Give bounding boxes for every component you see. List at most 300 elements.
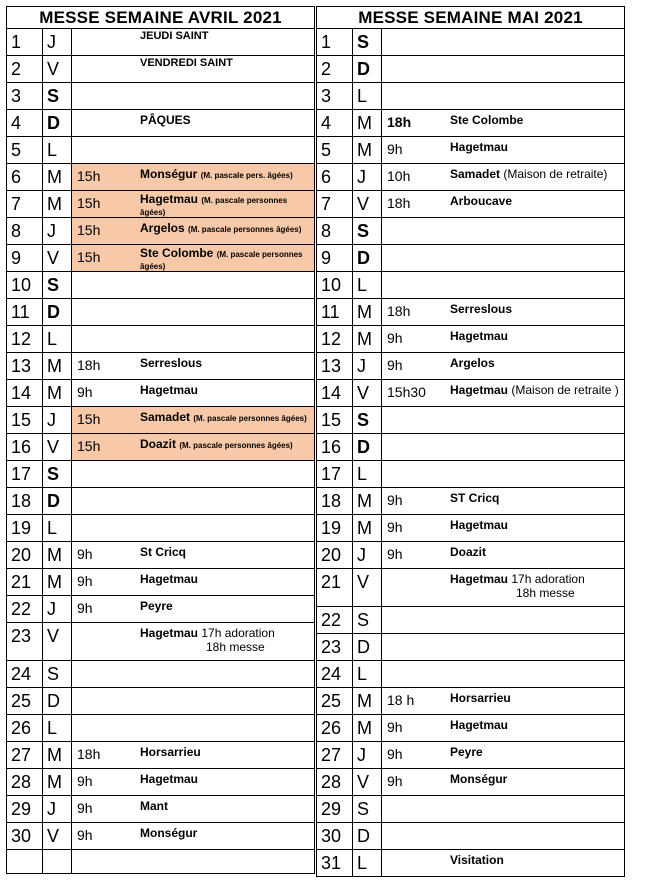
mass-detail bbox=[72, 515, 315, 542]
weekday-letter: M bbox=[353, 715, 382, 742]
schedule-row bbox=[7, 326, 315, 353]
mass-time: 9h bbox=[387, 357, 403, 373]
mass-detail bbox=[382, 191, 625, 218]
weekday-letter: S bbox=[43, 272, 72, 299]
mass-location bbox=[140, 383, 198, 397]
weekday-letter: L bbox=[353, 461, 382, 488]
mass-detail bbox=[382, 380, 625, 407]
mass-detail bbox=[72, 245, 315, 272]
schedule-row bbox=[317, 569, 625, 607]
mass-detail bbox=[382, 607, 625, 634]
schedule-row bbox=[7, 29, 315, 56]
weekday-letter: J bbox=[353, 742, 382, 769]
schedule-row bbox=[317, 191, 625, 218]
weekday-letter: L bbox=[353, 272, 382, 299]
schedule-row bbox=[7, 191, 315, 218]
weekday-letter: S bbox=[43, 461, 72, 488]
weekday-letter: V bbox=[353, 380, 382, 407]
day-number: 8 bbox=[7, 218, 43, 245]
mass-location bbox=[450, 140, 508, 154]
mass-detail bbox=[382, 110, 625, 137]
location-name: Peyre bbox=[450, 745, 483, 759]
day-number: 13 bbox=[7, 353, 43, 380]
location-name: Ste Colombe bbox=[140, 246, 214, 260]
mass-detail bbox=[72, 218, 315, 245]
mass-location bbox=[450, 745, 483, 759]
schedule-row bbox=[317, 434, 625, 461]
location-name: Serreslous bbox=[140, 356, 203, 370]
mass-subnote: (Maison de retraite ) bbox=[511, 383, 619, 397]
day-number: 27 bbox=[7, 742, 43, 769]
mass-detail bbox=[72, 326, 315, 353]
weekday-letter: M bbox=[353, 515, 382, 542]
day-number: 1 bbox=[317, 29, 353, 56]
location-name: Doazit bbox=[450, 545, 486, 559]
day-number: 23 bbox=[317, 634, 353, 661]
mass-location bbox=[450, 691, 511, 705]
mass-detail bbox=[72, 623, 315, 661]
day-number: 26 bbox=[317, 715, 353, 742]
mass-time: 9h bbox=[387, 519, 403, 535]
day-number: 18 bbox=[7, 488, 43, 515]
mass-detail bbox=[72, 461, 315, 488]
day-number: 29 bbox=[317, 796, 353, 823]
mass-location bbox=[450, 194, 512, 208]
weekday-letter: M bbox=[353, 299, 382, 326]
location-name: Argelos bbox=[140, 221, 185, 235]
location-name: Hagetmau bbox=[140, 572, 199, 586]
weekday-letter: D bbox=[353, 634, 382, 661]
mass-time: 15h bbox=[77, 168, 101, 184]
mass-time: 9h bbox=[387, 330, 403, 346]
day-number: 5 bbox=[317, 137, 353, 164]
schedule-row bbox=[7, 380, 315, 407]
day-number: 27 bbox=[317, 742, 353, 769]
mass-location bbox=[140, 113, 191, 127]
weekday-letter: J bbox=[43, 218, 72, 245]
weekday-letter: V bbox=[353, 769, 382, 796]
weekday-letter: S bbox=[353, 796, 382, 823]
schedule-row bbox=[7, 515, 315, 542]
mass-detail bbox=[382, 164, 625, 191]
mass-detail bbox=[72, 769, 315, 796]
day-number: 24 bbox=[7, 661, 43, 688]
day-number: 17 bbox=[7, 461, 43, 488]
schedule-row bbox=[7, 56, 315, 83]
mass-time: 15h30 bbox=[387, 384, 426, 400]
mass-time: 15h bbox=[77, 411, 101, 427]
mass-location bbox=[140, 745, 201, 759]
mass-detail bbox=[72, 661, 315, 688]
location-name: JEUDI SAINT bbox=[140, 30, 209, 42]
location-name: Serreslous bbox=[450, 302, 513, 316]
schedule-row bbox=[7, 353, 315, 380]
schedule-row bbox=[7, 137, 315, 164]
day-number: 7 bbox=[317, 191, 353, 218]
schedule-row bbox=[7, 272, 315, 299]
mass-time: 9h bbox=[77, 384, 93, 400]
weekday-letter: V bbox=[43, 245, 72, 272]
mass-detail bbox=[382, 83, 625, 110]
schedule-row bbox=[7, 299, 315, 326]
messe-time: 18h messe bbox=[516, 586, 575, 600]
day-number: 21 bbox=[7, 569, 43, 596]
weekday-letter: M bbox=[353, 688, 382, 715]
mass-detail bbox=[382, 715, 625, 742]
day-number: 13 bbox=[317, 353, 353, 380]
location-name: Doazit bbox=[140, 437, 176, 451]
mass-detail bbox=[382, 850, 625, 877]
mass-note: (M. pascale pers. âgées) bbox=[200, 171, 293, 180]
schedule-row bbox=[317, 326, 625, 353]
mass-location bbox=[140, 167, 293, 181]
mass-time: 18h bbox=[77, 746, 101, 762]
weekday-letter: J bbox=[353, 164, 382, 191]
mass-time: 15h bbox=[77, 195, 101, 211]
mass-detail bbox=[382, 434, 625, 461]
weekday-letter bbox=[43, 850, 72, 874]
weekday-letter: M bbox=[43, 164, 72, 191]
day-number: 14 bbox=[7, 380, 43, 407]
day-number: 16 bbox=[317, 434, 353, 461]
location-name: Monségur bbox=[450, 772, 508, 786]
weekday-letter: L bbox=[43, 326, 72, 353]
mass-note: (M. pascale personnes âgées) bbox=[188, 225, 302, 234]
schedule-row bbox=[7, 434, 315, 461]
weekday-letter: S bbox=[353, 29, 382, 56]
mass-time: 18h bbox=[387, 114, 412, 130]
mass-detail bbox=[72, 83, 315, 110]
mass-detail bbox=[72, 488, 315, 515]
mass-location bbox=[140, 248, 310, 272]
mass-note: (M. pascale personnes âgées) bbox=[140, 250, 303, 271]
mass-subnote: (Maison de retraite) bbox=[503, 167, 608, 181]
day-number: 30 bbox=[7, 823, 43, 850]
schedule-row bbox=[317, 488, 625, 515]
mass-location bbox=[140, 799, 168, 813]
weekday-letter: S bbox=[43, 83, 72, 110]
day-number: 29 bbox=[7, 796, 43, 823]
weekday-letter: S bbox=[353, 218, 382, 245]
schedule-row bbox=[7, 623, 315, 661]
schedule-row bbox=[7, 742, 315, 769]
mass-time: 18h bbox=[387, 303, 411, 319]
location-name: VENDREDI SAINT bbox=[140, 57, 233, 69]
mass-location bbox=[140, 826, 197, 840]
schedule-row bbox=[317, 299, 625, 326]
schedule-row bbox=[7, 661, 315, 688]
mass-detail bbox=[72, 742, 315, 769]
mass-detail bbox=[72, 56, 315, 83]
mass-time: 18 h bbox=[387, 692, 415, 708]
weekday-letter: M bbox=[353, 137, 382, 164]
day-number: 14 bbox=[317, 380, 353, 407]
day-number: 11 bbox=[317, 299, 353, 326]
day-number: 3 bbox=[7, 83, 43, 110]
weekday-letter: J bbox=[43, 407, 72, 434]
location-name: Peyre bbox=[140, 599, 173, 613]
schedule-row bbox=[317, 850, 625, 877]
weekday-letter: D bbox=[43, 299, 72, 326]
location-name: PÂQUES bbox=[140, 113, 191, 127]
mass-time: 9h bbox=[77, 573, 93, 589]
day-number: 1 bbox=[7, 29, 43, 56]
mass-location bbox=[140, 437, 293, 451]
weekday-letter: L bbox=[353, 850, 382, 877]
weekday-letter: M bbox=[43, 769, 72, 796]
weekday-letter: V bbox=[43, 823, 72, 850]
location-name: Hagetmau bbox=[450, 518, 509, 532]
weekday-letter: L bbox=[353, 83, 382, 110]
mass-detail bbox=[72, 110, 315, 137]
day-number: 23 bbox=[7, 623, 43, 661]
schedule-row bbox=[7, 796, 315, 823]
day-number: 10 bbox=[7, 272, 43, 299]
schedule-row bbox=[7, 688, 315, 715]
weekday-letter: M bbox=[353, 326, 382, 353]
mass-detail bbox=[382, 488, 625, 515]
day-number: 18 bbox=[317, 488, 353, 515]
location-name: Arboucave bbox=[450, 194, 513, 208]
location-name: Hagetmau bbox=[450, 383, 509, 397]
weekday-letter: J bbox=[353, 353, 382, 380]
weekday-letter: D bbox=[43, 688, 72, 715]
mass-location bbox=[140, 221, 301, 235]
schedule-row bbox=[7, 218, 315, 245]
mass-detail bbox=[382, 634, 625, 661]
schedule-row bbox=[317, 688, 625, 715]
mass-time: 9h bbox=[387, 773, 403, 789]
mass-detail bbox=[72, 434, 315, 461]
day-number: 19 bbox=[7, 515, 43, 542]
schedule-row bbox=[317, 380, 625, 407]
mass-detail bbox=[382, 299, 625, 326]
weekday-letter: S bbox=[353, 607, 382, 634]
mass-detail bbox=[382, 407, 625, 434]
mass-time: 9h bbox=[77, 600, 93, 616]
weekday-letter: S bbox=[43, 661, 72, 688]
mass-note: (M. pascale personnes âgées) bbox=[179, 441, 293, 450]
location-name: Hagetmau bbox=[450, 718, 509, 732]
location-name: Visitation bbox=[450, 853, 504, 867]
day-number: 8 bbox=[317, 218, 353, 245]
mass-location bbox=[140, 30, 208, 42]
mass-location bbox=[450, 356, 495, 370]
day-number: 19 bbox=[317, 515, 353, 542]
weekday-letter: M bbox=[43, 569, 72, 596]
location-name: Hagetmau bbox=[140, 772, 199, 786]
day-number: 11 bbox=[7, 299, 43, 326]
weekday-letter: L bbox=[353, 661, 382, 688]
schedule-row bbox=[7, 542, 315, 569]
mass-detail bbox=[72, 823, 315, 850]
mass-time: 18h bbox=[387, 195, 411, 211]
day-number: 22 bbox=[7, 596, 43, 623]
weekday-letter: D bbox=[353, 245, 382, 272]
weekday-letter: V bbox=[353, 191, 382, 218]
mass-detail bbox=[72, 596, 315, 623]
mass-time: 9h bbox=[77, 773, 93, 789]
location-name: Samadet bbox=[140, 410, 191, 424]
mass-detail bbox=[382, 661, 625, 688]
schedule-row bbox=[317, 56, 625, 83]
day-number: 15 bbox=[317, 407, 353, 434]
day-number: 25 bbox=[317, 688, 353, 715]
mass-detail bbox=[382, 515, 625, 542]
mass-location bbox=[450, 572, 585, 600]
schedule-row bbox=[317, 634, 625, 661]
weekday-letter: J bbox=[43, 596, 72, 623]
weekday-letter: V bbox=[43, 434, 72, 461]
mass-detail bbox=[382, 29, 625, 56]
location-name: Hagetmau bbox=[450, 329, 509, 343]
location-name: Samadet bbox=[450, 167, 501, 181]
schedule-row bbox=[7, 245, 315, 272]
schedule-row bbox=[7, 569, 315, 596]
mass-detail bbox=[382, 353, 625, 380]
weekday-letter: L bbox=[43, 137, 72, 164]
weekday-letter: L bbox=[43, 515, 72, 542]
mass-location bbox=[140, 194, 310, 218]
schedule-row bbox=[317, 742, 625, 769]
mass-detail bbox=[72, 850, 315, 874]
day-number: 31 bbox=[317, 850, 353, 877]
day-number: 6 bbox=[7, 164, 43, 191]
weekday-letter: D bbox=[43, 488, 72, 515]
location-name: Ste Colombe bbox=[450, 113, 524, 127]
mass-detail bbox=[382, 542, 625, 569]
schedule-row bbox=[317, 461, 625, 488]
mass-detail bbox=[382, 796, 625, 823]
mass-time: 9h bbox=[387, 492, 403, 508]
mass-location bbox=[140, 57, 233, 69]
mass-location bbox=[450, 545, 486, 559]
mass-detail bbox=[72, 715, 315, 742]
mass-location bbox=[140, 545, 186, 559]
mass-time: 15h bbox=[77, 222, 101, 238]
april-schedule bbox=[6, 6, 315, 874]
schedule-row bbox=[317, 769, 625, 796]
mass-detail bbox=[382, 218, 625, 245]
day-number: 28 bbox=[317, 769, 353, 796]
mass-detail bbox=[72, 29, 315, 56]
schedule-row bbox=[317, 796, 625, 823]
weekday-letter: D bbox=[353, 434, 382, 461]
schedule-row bbox=[317, 137, 625, 164]
mass-detail bbox=[72, 164, 315, 191]
mass-detail bbox=[72, 688, 315, 715]
april-title: MESSE SEMAINE AVRIL 2021 bbox=[6, 6, 315, 28]
schedule-row bbox=[7, 164, 315, 191]
mass-location bbox=[450, 383, 619, 397]
mass-detail bbox=[72, 272, 315, 299]
mass-location bbox=[140, 772, 198, 786]
weekday-letter: M bbox=[353, 488, 382, 515]
april-table bbox=[6, 28, 315, 874]
schedule-row bbox=[317, 353, 625, 380]
schedule-row bbox=[317, 607, 625, 634]
mass-detail bbox=[382, 272, 625, 299]
mass-location bbox=[450, 329, 508, 343]
mass-detail bbox=[72, 137, 315, 164]
schedule-row bbox=[7, 769, 315, 796]
mass-time: 15h bbox=[77, 249, 101, 265]
day-number: 12 bbox=[7, 326, 43, 353]
location-name: Monségur bbox=[140, 167, 198, 181]
location-name: Horsarrieu bbox=[140, 745, 201, 759]
day-number: 4 bbox=[7, 110, 43, 137]
may-schedule bbox=[316, 6, 625, 877]
may-title: MESSE SEMAINE MAI 2021 bbox=[316, 6, 625, 28]
schedule-row bbox=[317, 715, 625, 742]
schedule-row bbox=[7, 596, 315, 623]
mass-location bbox=[450, 302, 512, 316]
schedule-row bbox=[317, 29, 625, 56]
weekday-letter: M bbox=[43, 353, 72, 380]
messe-time: 18h messe bbox=[206, 640, 265, 654]
weekday-letter: M bbox=[43, 542, 72, 569]
location-name: Monségur bbox=[140, 826, 198, 840]
mass-note: (M. pascale personnes âgées) bbox=[193, 414, 307, 423]
mass-detail bbox=[382, 326, 625, 353]
schedule-row bbox=[317, 542, 625, 569]
location-name: Hagetmau bbox=[450, 140, 509, 154]
weekday-letter: M bbox=[43, 742, 72, 769]
weekday-letter: J bbox=[43, 29, 72, 56]
schedule-row bbox=[7, 488, 315, 515]
mass-detail bbox=[72, 299, 315, 326]
schedule-row bbox=[7, 407, 315, 434]
mass-detail bbox=[382, 461, 625, 488]
location-name: Hagetmau bbox=[140, 192, 199, 206]
day-number: 22 bbox=[317, 607, 353, 634]
weekday-letter: S bbox=[353, 407, 382, 434]
location-name: Hagetmau bbox=[140, 383, 199, 397]
schedule-row bbox=[317, 272, 625, 299]
day-number: 25 bbox=[7, 688, 43, 715]
day-number: 15 bbox=[7, 407, 43, 434]
mass-location bbox=[450, 491, 499, 505]
mass-time: 9h bbox=[77, 800, 93, 816]
mass-location bbox=[450, 772, 507, 786]
schedule-row bbox=[317, 83, 625, 110]
day-number: 7 bbox=[7, 191, 43, 218]
mass-location bbox=[140, 626, 275, 654]
schedule-row bbox=[317, 823, 625, 850]
day-number: 21 bbox=[317, 569, 353, 607]
mass-detail bbox=[72, 407, 315, 434]
mass-location bbox=[140, 599, 173, 613]
location-name: Argelos bbox=[450, 356, 495, 370]
schedule-row bbox=[317, 164, 625, 191]
day-number: 2 bbox=[317, 56, 353, 83]
day-number: 4 bbox=[317, 110, 353, 137]
mass-location bbox=[140, 410, 307, 424]
day-number: 9 bbox=[7, 245, 43, 272]
mass-location bbox=[450, 518, 508, 532]
weekday-letter: D bbox=[353, 823, 382, 850]
mass-detail bbox=[72, 380, 315, 407]
mass-location bbox=[450, 853, 504, 867]
mass-detail bbox=[72, 569, 315, 596]
schedule-row bbox=[7, 850, 315, 874]
weekday-letter: V bbox=[43, 623, 72, 661]
day-number: 24 bbox=[317, 661, 353, 688]
mass-detail bbox=[382, 823, 625, 850]
mass-detail bbox=[382, 137, 625, 164]
schedule-row bbox=[317, 218, 625, 245]
day-number: 6 bbox=[317, 164, 353, 191]
